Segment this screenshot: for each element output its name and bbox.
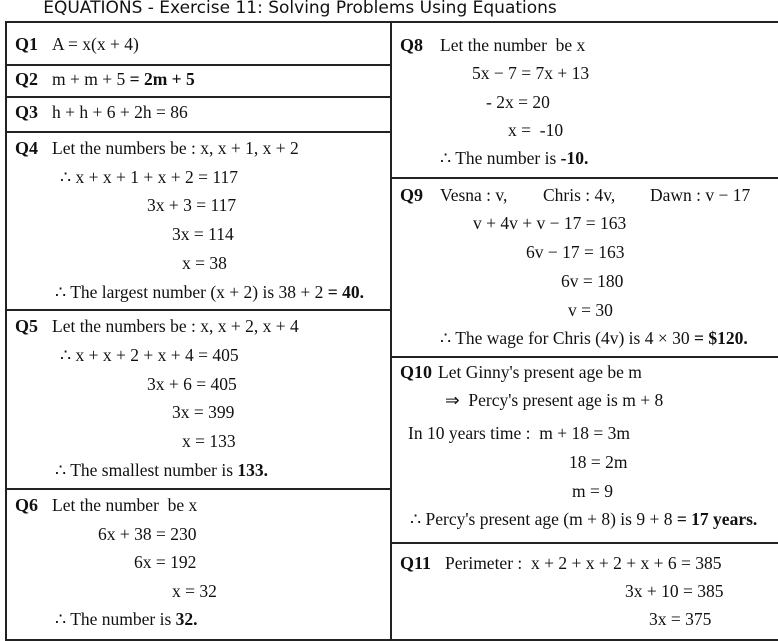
solution-line bbox=[98, 524, 197, 545]
solution-line bbox=[440, 35, 585, 56]
solution-line bbox=[440, 328, 748, 349]
solution-line bbox=[55, 460, 268, 481]
answer-text: = 40. bbox=[327, 282, 364, 302]
solution-line bbox=[572, 481, 613, 502]
answer-text: 32. bbox=[175, 609, 198, 629]
solution-line bbox=[410, 509, 757, 530]
answer-text: = $120. bbox=[693, 328, 748, 348]
solution-line bbox=[52, 69, 195, 90]
solution-line bbox=[52, 102, 188, 123]
question-label: Q11 bbox=[400, 553, 432, 573]
answer-text: = 17 years. bbox=[676, 509, 758, 529]
row-divider bbox=[5, 131, 391, 133]
solution-text: Let the numbers be : x, x + 2, x + 4 bbox=[52, 316, 299, 336]
answer-text: = 2m + 5 bbox=[129, 69, 195, 89]
solution-text: 6v − 17 = 163 bbox=[526, 242, 625, 262]
solution-line bbox=[473, 213, 626, 234]
solution-line bbox=[60, 167, 238, 188]
solution-text: A = x(x + 4) bbox=[52, 34, 139, 54]
solution-line bbox=[440, 185, 507, 206]
solution-text: ∴ The largest number (x + 2) is 38 + 2 bbox=[55, 282, 328, 302]
row-divider bbox=[5, 64, 391, 66]
solution-text: ∴ The wage for Chris (4v) is 4 × 30 bbox=[440, 328, 694, 348]
solution-line bbox=[625, 581, 724, 602]
solution-line bbox=[55, 609, 198, 630]
solution-line bbox=[182, 431, 236, 452]
solution-line bbox=[445, 553, 721, 574]
solution-text: 3x = 375 bbox=[649, 609, 712, 629]
question-label: Q4 bbox=[15, 138, 39, 158]
solution-text: m = 9 bbox=[572, 481, 613, 501]
solution-line bbox=[543, 185, 615, 206]
solution-line bbox=[172, 402, 234, 423]
question-label: Q6 bbox=[15, 495, 39, 515]
solution-text: ∴ x + x + 1 + x + 2 = 117 bbox=[60, 167, 238, 187]
row-divider bbox=[5, 309, 391, 311]
column-divider bbox=[390, 21, 392, 641]
question-label: Q2 bbox=[15, 69, 39, 89]
solution-text: Let the number be x bbox=[52, 495, 198, 515]
solution-text: ∴ The smallest number is bbox=[55, 460, 238, 480]
solution-line bbox=[650, 185, 750, 206]
solution-line bbox=[486, 92, 550, 113]
row-divider bbox=[390, 356, 778, 358]
question-label: Q5 bbox=[15, 316, 39, 336]
solution-text: Let the numbers be : x, x + 1, x + 2 bbox=[52, 138, 299, 158]
row-divider bbox=[5, 488, 391, 490]
solution-text: 3x + 10 = 385 bbox=[625, 581, 724, 601]
answer-text: 133. bbox=[237, 460, 269, 480]
solution-line bbox=[52, 316, 299, 337]
solution-text: Let Ginny's present age be m bbox=[438, 362, 642, 382]
solution-text: Dawn : v − 17 bbox=[650, 185, 751, 205]
solution-text: ⇒ Percy's present age is m + 8 bbox=[445, 390, 664, 410]
page-title: EQUATIONS - Exercise 11: Solving Problems Using Equations bbox=[43, 0, 557, 18]
solution-text: 3x + 3 = 117 bbox=[147, 195, 237, 215]
solution-line bbox=[472, 63, 589, 84]
solution-line bbox=[649, 609, 711, 630]
solution-text: - 2x = 20 bbox=[486, 92, 550, 112]
solution-line bbox=[134, 552, 196, 573]
solution-text: v = 30 bbox=[568, 300, 613, 320]
solution-line bbox=[440, 148, 588, 169]
solution-text: 3x = 399 bbox=[172, 402, 235, 422]
solution-text: v + 4v + v − 17 = 163 bbox=[473, 213, 627, 233]
solution-text: ∴ The number is bbox=[440, 148, 561, 168]
solution-text: Vesna : v, bbox=[440, 185, 508, 205]
solution-text: Let the number be x bbox=[440, 35, 586, 55]
solution-text: 3x = 114 bbox=[172, 224, 234, 244]
question-label: Q10 bbox=[400, 362, 433, 382]
solution-text: x = 38 bbox=[182, 253, 227, 273]
row-divider bbox=[5, 96, 391, 98]
solution-line bbox=[172, 224, 234, 245]
solution-text: ∴ The number is bbox=[55, 609, 176, 629]
question-label: Q9 bbox=[400, 185, 424, 205]
solution-line bbox=[182, 253, 227, 274]
solution-text: Chris : 4v, bbox=[543, 185, 616, 205]
solution-line bbox=[438, 362, 642, 383]
solution-text: ∴ x + x + 2 + x + 4 = 405 bbox=[60, 345, 239, 365]
solution-text: x = 32 bbox=[172, 581, 217, 601]
solution-line bbox=[55, 282, 364, 303]
solution-text: In 10 years time : m + 18 = 3m bbox=[408, 423, 630, 443]
solution-line bbox=[60, 345, 239, 366]
solution-line bbox=[52, 138, 299, 159]
solution-line bbox=[147, 374, 237, 395]
solution-text: 18 = 2m bbox=[569, 452, 628, 472]
solution-line bbox=[526, 242, 625, 263]
solution-text: m + m + 5 bbox=[52, 69, 130, 89]
solution-line bbox=[408, 423, 630, 444]
solution-line bbox=[568, 300, 613, 321]
solution-line bbox=[508, 120, 563, 141]
solution-text: 6x + 38 = 230 bbox=[98, 524, 197, 544]
solution-line bbox=[52, 495, 197, 516]
question-label: Q1 bbox=[15, 34, 39, 54]
solution-text: x = 133 bbox=[182, 431, 236, 451]
solution-text: x = -10 bbox=[508, 120, 564, 140]
solution-text: Perimeter : x + 2 + x + 2 + x + 6 = 385 bbox=[445, 553, 722, 573]
solution-text: 6v = 180 bbox=[561, 271, 624, 291]
row-divider bbox=[390, 542, 778, 544]
solution-text: ∴ Percy's present age (m + 8) is 9 + 8 bbox=[410, 509, 677, 529]
question-label: Q3 bbox=[15, 102, 39, 122]
solution-line bbox=[569, 452, 627, 473]
solution-line bbox=[445, 390, 663, 411]
solution-text: 6x = 192 bbox=[134, 552, 197, 572]
solution-text: 3x + 6 = 405 bbox=[147, 374, 237, 394]
solution-line bbox=[172, 581, 217, 602]
answer-text: -10. bbox=[560, 148, 589, 168]
solution-line bbox=[561, 271, 623, 292]
row-divider bbox=[390, 177, 778, 179]
solution-text: 5x − 7 = 7x + 13 bbox=[472, 63, 590, 83]
solution-line bbox=[147, 195, 236, 216]
question-label: Q8 bbox=[400, 35, 424, 55]
solution-text: h + h + 6 + 2h = 86 bbox=[52, 102, 188, 122]
solution-line bbox=[52, 34, 139, 55]
